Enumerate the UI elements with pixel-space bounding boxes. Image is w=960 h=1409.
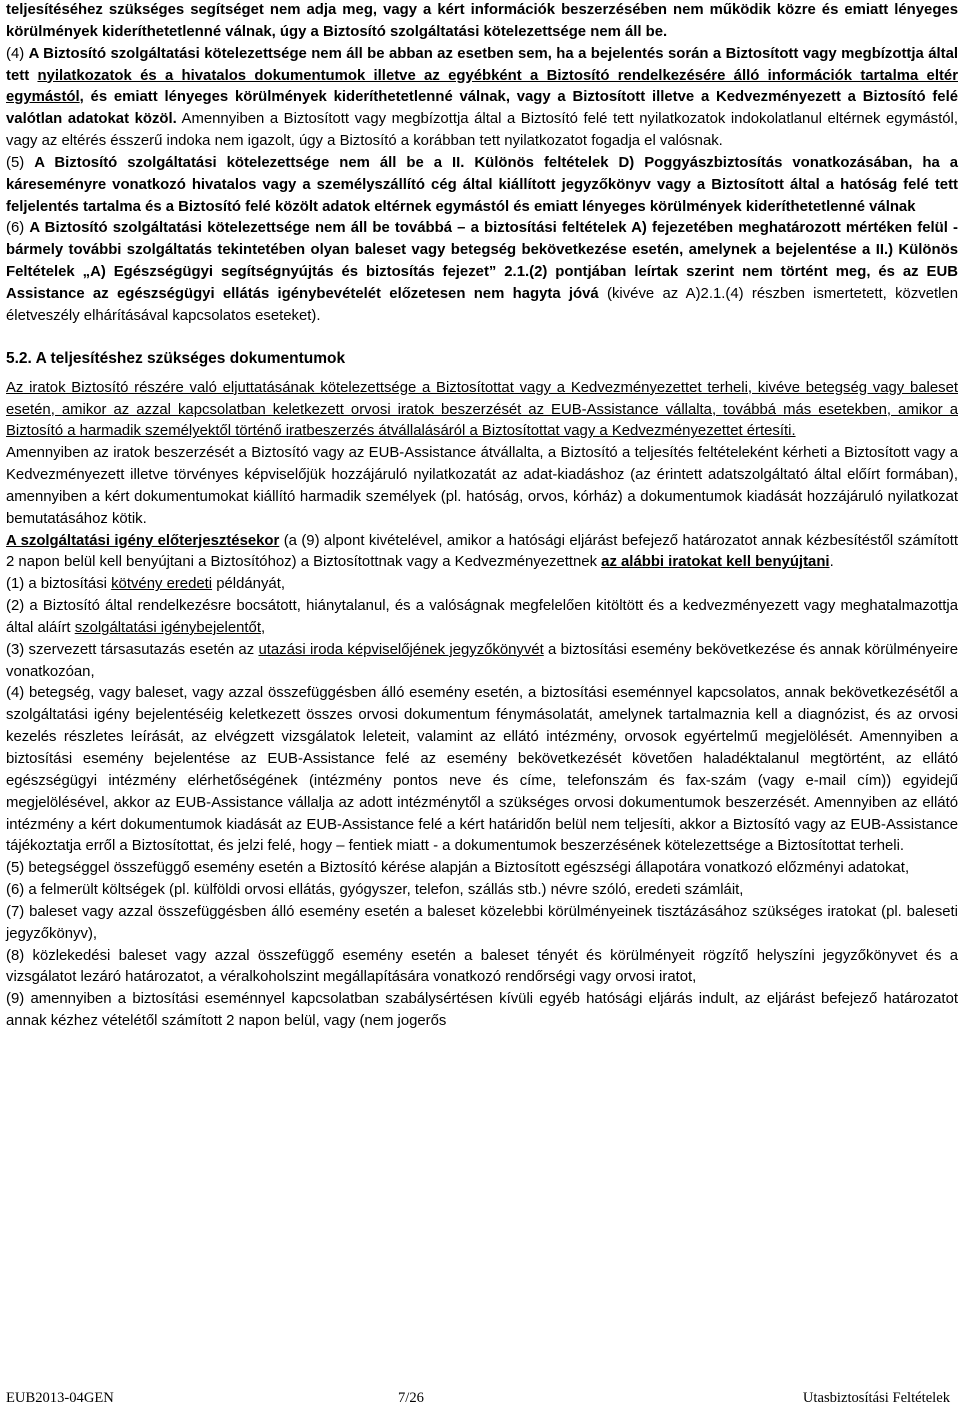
paragraph xyxy=(6,531,958,575)
paragraph xyxy=(6,378,958,444)
text-run: A Biztosító szolgáltatási kötelezettsége nem áll be továbbá – a biztosítási feltételek A) fejezetében meghatározott mértéken felül - bármely további szolgáltatás tekintetében olyan baleset vagy betegség bekövetkezése esetén, amelynek a bejelentése a II.) Különös Feltételek „A) Egészségügyi segítségnyújtás és biztosítás fejezet” 2.1.(2) pontjában leírtak szerint nem történt meg, és az EUB Assistance az egészségügyi ellátás igénybevételét előzetesen nem hagyta jóvá xyxy=(6,220,958,302)
paragraph xyxy=(6,218,958,327)
paragraph xyxy=(6,989,958,1033)
text-run: nyilatkozatok és a hivatalos dokumentumok illetve az egyébként a Biztosító rendelkezésére álló információk tartalma eltér egymástól xyxy=(6,67,958,106)
text-run: Amennyiben az iratok beszerzését a Biztosító vagy az EUB-Assistance átvállalta, a Biztosító a teljesítés feltételeként kérheti a Biztosított vagy a Kedvezményezett illetve törvényes képviselőjük hozzájáruló nyilatkozatát az adat-kiadáshoz (az érintett adatszolgáltató által előírt formában), amennyiben a kért dokumentumokat kiállító harmadik személyek (pl. hatóság, orvos, kórház) a dokumentumok kiadását hozzájáruló nyilatkozat bemutatásához kötik. xyxy=(6,445,958,527)
text-run: teljesítéséhez szükséges segítséget nem adja meg, vagy a kért információk beszerzésében nem működik közre és emiatt lényeges körülmények kideríthetetlenné válnak, úgy a Biztosító szolgáltatási kötelezettsége nem áll be. xyxy=(6,2,958,40)
paragraph xyxy=(6,153,958,219)
paragraph xyxy=(6,640,958,684)
text-run: A Biztosító szolgáltatási kötelezettsége nem áll be abban az esetben sem, ha a bejelentés során a Biztosított vagy megbízottja által tett xyxy=(6,45,958,84)
text-run: (5) betegséggel összefüggő esemény esetén a Biztosító kérése alapján a Biztosított egészségi állapotára vonatkozó előzményi adatokat, xyxy=(6,860,910,877)
text-run: , és emiatt lényeges körülmények kideríthetetlenné válnak, vagy a Biztosított illetve a Kedvezményezett a Biztosító felé valótlan adatokat közöl. xyxy=(6,89,958,128)
text-run: (2) a Biztosító által rendelkezésre bocsátott, hiánytalanul, és a valóságnak megfelelően kitöltött és a kedvezményezett vagy meghatalmazottja által aláírt xyxy=(6,598,958,636)
paragraph xyxy=(6,0,958,44)
footer-document-code: EUB2013-04GEN xyxy=(6,1390,114,1406)
text-run: A Biztosító szolgáltatási kötelezettsége nem áll be a II. Különös feltételek D) Poggyászbiztosítás vonatkozásában, ha a káreseményre vonatkozó hivatalos vagy a személyszállító cég által kiállított jegyzőkönyv vagy a Biztosított által a hatóság felé tett feljelentés tartalma és a Biztosító felé közölt adatok eltérnek egymástól és emiatt lényeges körülmények kideríthetetlenné válnak xyxy=(6,154,959,215)
text-run: (6) xyxy=(6,220,30,237)
footer-document-title: Utasbiztosítási Feltételek xyxy=(802,1390,950,1406)
section-heading xyxy=(6,348,958,369)
paragraph xyxy=(6,946,958,990)
text-run: (7) baleset vagy azzal összefüggésben álló esemény esetén a baleset közelebbi körülményeinek tisztázásához szükséges iratokat (pl. baleseti jegyzőkönyv), xyxy=(6,903,958,942)
text-run: az alábbi iratokat kell benyújtani xyxy=(601,554,830,571)
paragraph xyxy=(6,858,958,880)
text-run: (8) közlekedési baleset vagy azzal összefüggő esemény esetén a baleset tényét és körülményeit rögzítő helyszíni jegyzőkönyvet és a vizsgálatot lezáró határozatot, a véralkoholszint megállapítására vonatkozó rendőrségi vagy orvosi iratot, xyxy=(6,947,958,986)
text-run: Az iratok Biztosító részére való eljuttatásának kötelezettsége a Biztosítottat vagy a Kedvezményezettet terheli, kivéve betegség vagy baleset esetén, amikor az azzal kapcsolatban keletkezett orvosi iratok beszerzését az EUB-Assistance vállalta, továbbá más esetekben, amikor a Biztosító a harmadik személyektől történő iratbeszerzés átvállalásáról a Biztosítottat vagy a Kedvezményezettet értesíti. xyxy=(6,379,958,440)
text-run: (a (9) alpont kivételével, amikor a hatósági eljárást befejező határozatot annak kézbesítéstől számított 2 napon belül kell benyújtani a Biztosítóhoz) a Biztosítottnak vagy a Kedvezményezettnek xyxy=(6,532,959,571)
text-run: A szolgáltatási igény előterjesztésekor xyxy=(6,532,280,549)
text-run: (4) betegség, vagy baleset, vagy azzal összefüggésben álló esemény esetén, a biztosítási eseménnyel kapcsolatos, annak bekövetkezésétől a szolgáltatási igény bejelentéséig keletkezett összes orvosi dokumentum fénymásolatát, amelynek tartalmaznia kell a diagnózist, és az orvosi kezelés részletes leírását, az elvégzett vizsgálatok leleteit, valamint az ellátó intézmény, orvosok egyértelmű megjelölését. Amennyiben a biztosítási esemény bejelentése az EUB-Assistance felé az esemény bekövetkezését követően haladéktalanul megtörtént, az ellátó egészségügyi intézmény elérhetőségének (intézmény pontos neve és címe, telefonszám és fax-szám (vagy e-mail cím)) egyidejű megjelölésével, akkor az EUB-Assistance vállalja az adott intézménytől a szükséges orvosi dokumentumok beszerzését. Amennyiben az ellátó intézmény a kért dokumentumok kiadását az EUB-Assistance felé a kért határidőn belül nem teljesíti, akkor a Biztosító vagy az EUB-Assistance tájékoztatja erről a Biztosítottat, és jelzi felé, hogy – fentiek miatt - a dokumentumok beszerzésének kötelezettsége a Biztosítottat terheli. xyxy=(6,685,958,855)
text-run: (5) xyxy=(6,154,35,171)
text-run: (1) a biztosítási xyxy=(6,576,112,593)
text-run: példányát, xyxy=(212,576,285,593)
text-run: a biztosítási esemény bekövetkezése és annak körülményeire vonatkozóan, xyxy=(6,641,958,680)
paragraph xyxy=(6,902,958,946)
text-run: kötvény eredeti xyxy=(111,576,213,593)
text-run: (3) szervezett társasutazás esetén az xyxy=(6,641,259,658)
text-run: szolgáltatási igénybejelentőt xyxy=(74,619,261,636)
paragraph xyxy=(6,596,958,640)
text-run: utazási iroda képviselőjének jegyzőkönyvét xyxy=(258,641,544,658)
text-run: (4) xyxy=(6,45,29,62)
paragraph xyxy=(6,574,958,596)
paragraph xyxy=(6,880,958,902)
text-run: Amennyiben a Biztosított vagy megbízottja által a Biztosító felé tett nyilatkozatok indokolatlanul eltérnek egymástól, vagy az eltérés ésszerű indoka nem igazolt, úgy a Biztosító a korábban tett nyilatkozatot fogadja el valósnak. xyxy=(6,111,958,150)
footer-page-number: 7/26 xyxy=(398,1390,424,1406)
text-run: 5.2. A teljesítéshez szükséges dokumentumok xyxy=(6,349,346,367)
paragraph xyxy=(6,683,958,858)
document-body xyxy=(6,0,958,1033)
text-run: , xyxy=(260,619,266,636)
text-run: (6) a felmerült költségek (pl. külföldi orvosi ellátás, gyógyszer, telefon, szállás stb.) névre szóló, eredeti számláit, xyxy=(6,882,744,899)
page-footer xyxy=(6,1390,950,1408)
paragraph xyxy=(6,44,958,153)
text-run: (kivéve az A)2.1.(4) részben ismertetett, közvetlen életveszély elhárításával kapcsolatos eseteket). xyxy=(6,285,958,324)
text-run: (9) amennyiben a biztosítási eseménnyel kapcsolatban szabálysértésen kívüli egyéb hatósági eljárás indult, az eljárást befejező határozatot annak kézhez vételétől számított 2 napon belül, vagy (nem jogerős xyxy=(6,991,958,1030)
text-run: . xyxy=(829,554,834,571)
paragraph xyxy=(6,443,958,530)
